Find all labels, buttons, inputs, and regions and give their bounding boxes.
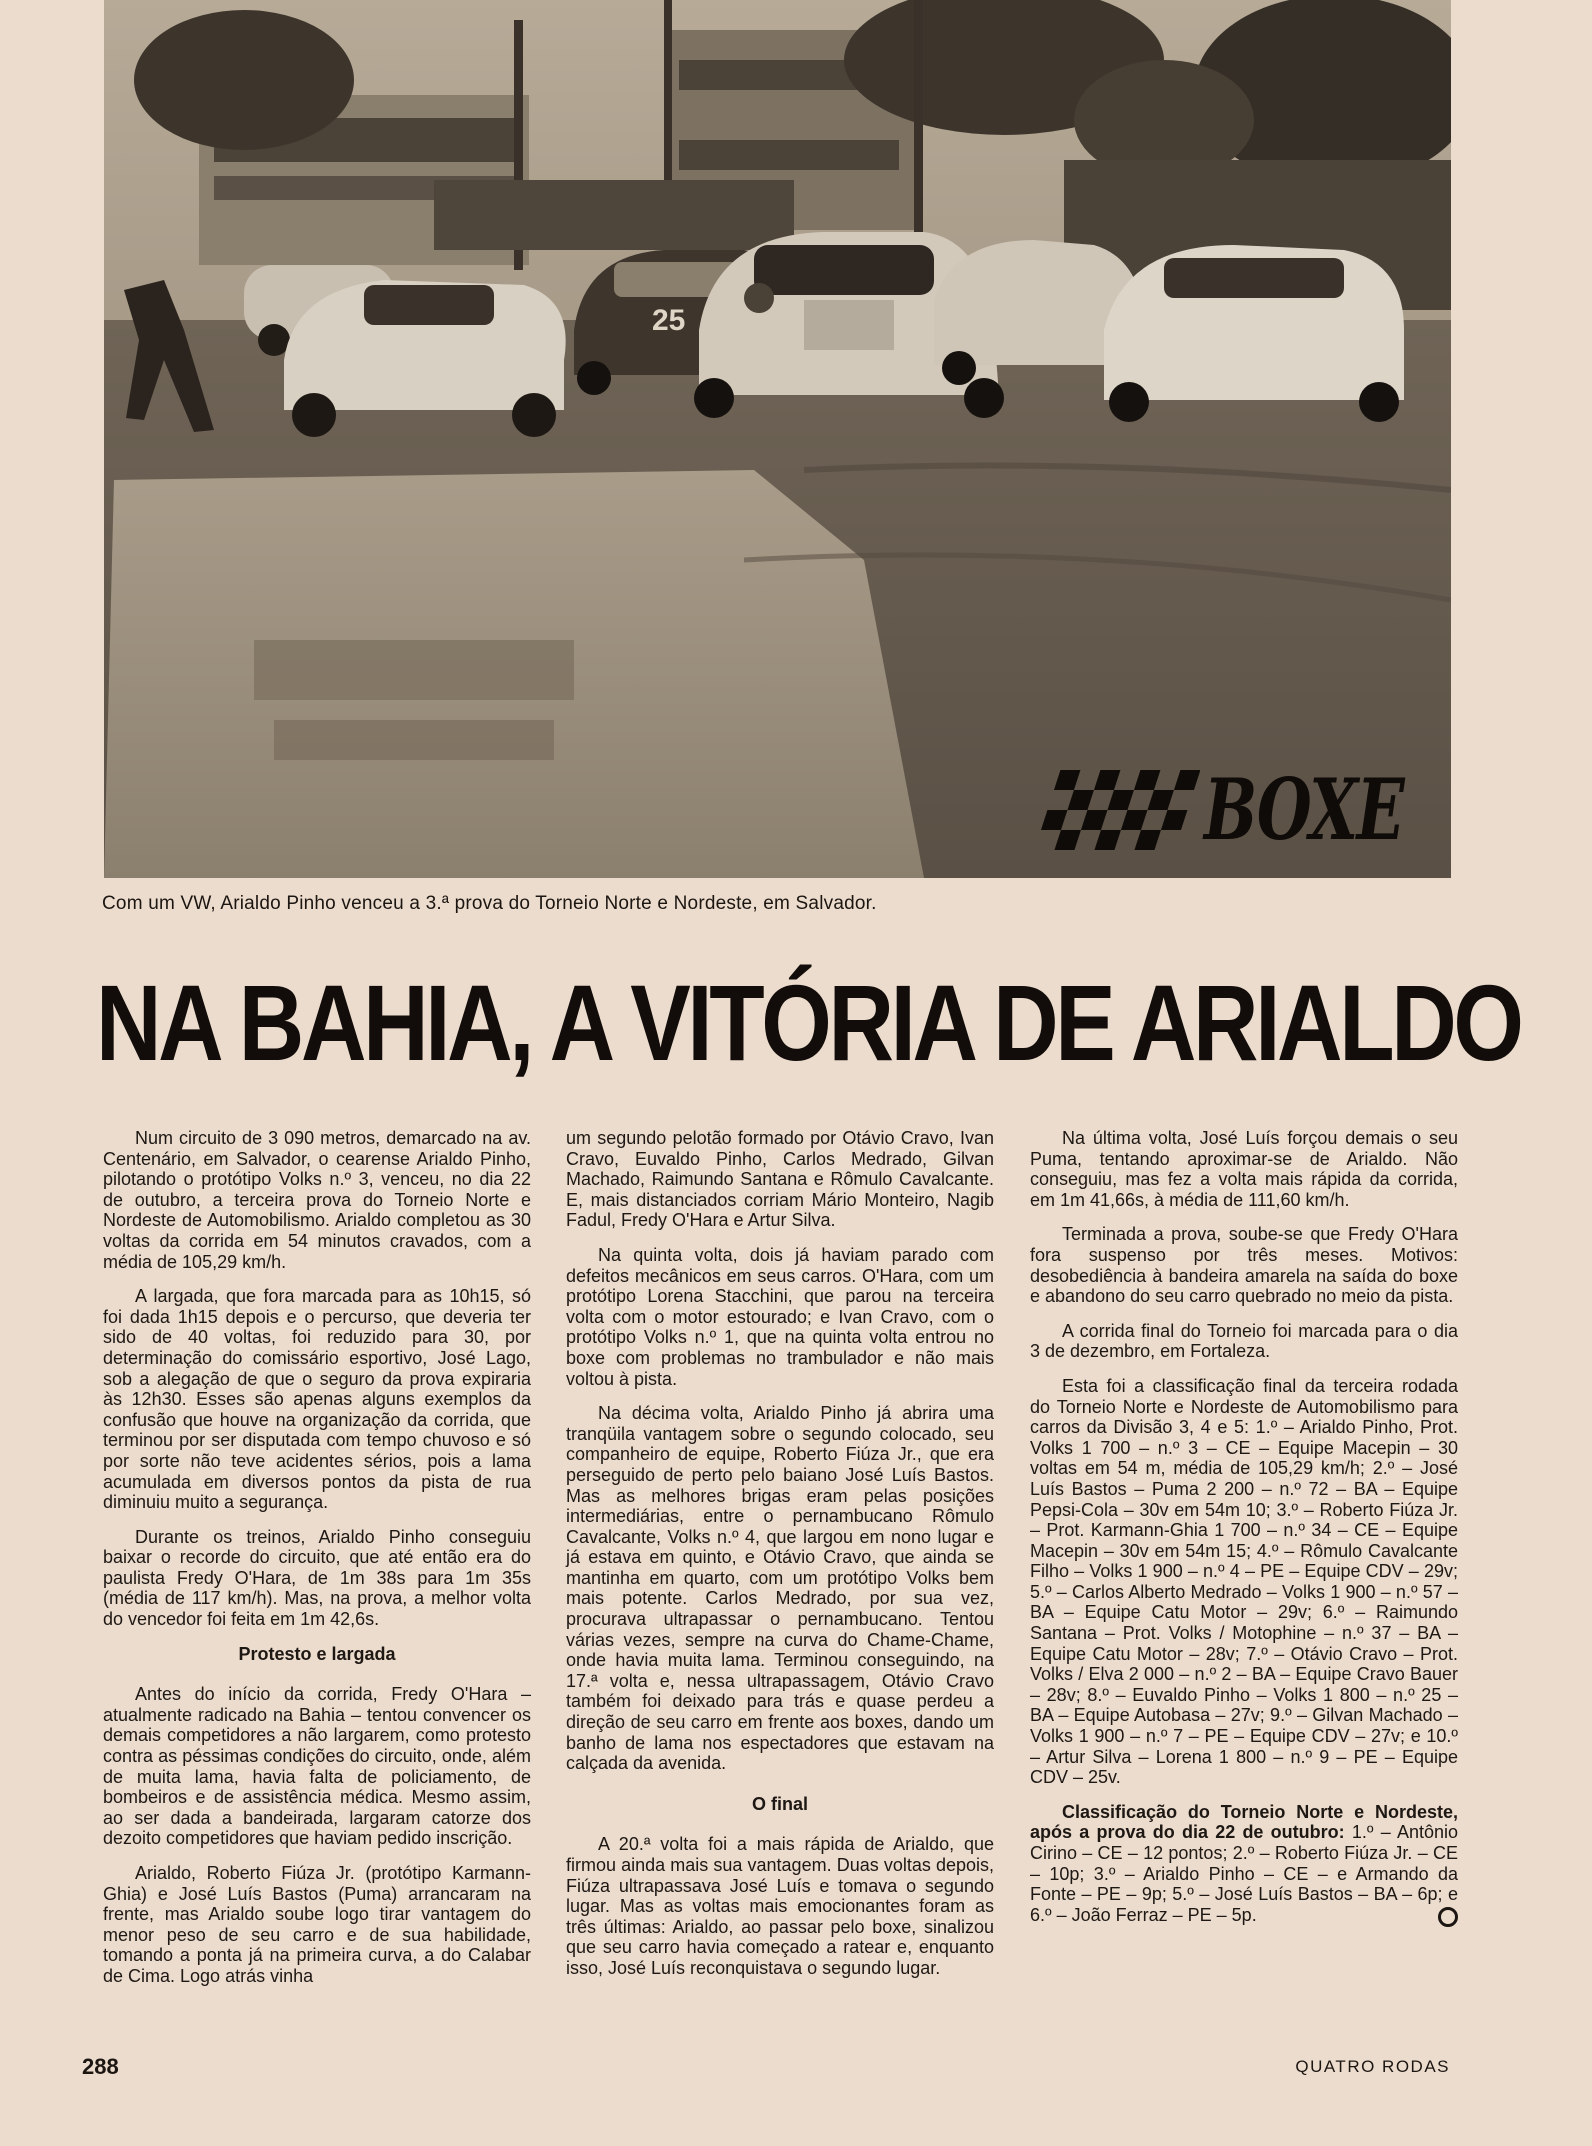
race-photo-illustration	[104, 0, 1451, 878]
paragraph: um segundo pelotão formado por Otávio Cravo, Ivan Cravo, Euvaldo Pinho, Carlos Medrado, Gilvan Machado, Raimundo Santana e Rômulo Cavalcante. E, mais distanciados corriam Mário Monteiro, Nagib Fadul, Fredy O'Hara e Artur Silva.	[566, 1128, 994, 1231]
paragraph: Esta foi a classificação final da terceira rodada do Torneio Norte e Nordeste de Automobilismo para carros da Divisão 3, 4 e 5: 1.º – Arialdo Pinho, Prot. Volks 1 700 – n.º 3 – CE – Equipe Macepin – 30 voltas em 54 m, média de 105,29 km/h; 2.º – José Luís Bastos – Puma 2 200 – n.º 72 – BA – Equipe Pepsi-Cola – 30v em 54m 10; 3.º – Roberto Fiúza Jr. – Prot. Karmann-Ghia 1 700 – n.º 34 – CE – Equipe Macepin – 30v em 54m 15; 4.º – Rômulo Cavalcante Filho – Volks 1 900 – n.º 4 – PE – Equipe CDV – 29v; 5.º – Carlos Alberto Medrado – Volks 1 900 – n.º 57 – BA – Equipe Catu Motor – 29v; 6.º – Raimundo Santana – Prot. Volks / Motophine – n.º 37 – BA – Equipe Catu Motor – 28v; 7.º – Otávio Cravo – Prot. Volks / Elva 2 000 – n.º 2 – BA – Equipe Cravo Bauer – 28v; 8.º – Euvaldo Pinho – Volks 1 800 – n.º 25 – BA – Equipe Autobasa – 27v; 9.º – Gilvan Machado – Volks 1 900 – n.º 7 – PE – Equipe CDV – 27v; e 10.º – Artur Silva – Lorena 1 800 – n.º 9 – PE – Equipe CDV – 25v.	[1030, 1375, 1458, 1788]
paragraph: Na última volta, José Luís forçou demais o seu Puma, tentando aproximar-se de Arialdo. Não conseguiu, mas fez a volta mais rápida da corrida, em 1m 41,66s, à média de 111,60 km/h.	[1030, 1128, 1458, 1210]
paragraph: Na quinta volta, dois já haviam parado com defeitos mecânicos em seus carros. O'Hara, com um protótipo Lorena Stacchini, que parou na terceira volta com o motor estourado; e Ivan Cravo, com o protótipo Volks n.º 1, que na quinta volta entrou no boxe com problemas no trambulador e não mais voltou à pista.	[566, 1244, 994, 1389]
car-number: 25	[652, 304, 686, 337]
checkered-flag-icon	[1030, 756, 1200, 864]
boxe-section-logo	[1030, 756, 1408, 864]
article-column-2	[566, 1128, 994, 1993]
race-photo	[104, 0, 1451, 878]
paragraph: Na décima volta, Arialdo Pinho já abrira uma tranqüila vantagem sobre o segundo colocado, seu companheiro de equipe, Roberto Fiúza Jr., que era perseguido de perto pelo baiano José Luís Bastos. Mas as melhores brigas eram pelas posições intermediárias, entre o pernambucano Rômulo Cavalcante, Volks n.º 4, que largou em nono lugar e já estava em quinto, e Otávio Cravo, que ainda se mantinha em quarto, com um protótipo Volks bem mais potente. Carlos Medrado, por sua vez, procurava ultrapassar o pernambucano. Tentou várias vezes, sempre na curva do Chame-Chame, onde havia muita lama. Terminou conseguindo, na 17.ª volta e, nessa ultrapassagem, Otávio Cravo também foi deixado para trás e quase perdeu a direção de seu carro em frente aos boxes, dando um banho de lama nos espectadores que estavam na calçada da avenida.	[566, 1403, 994, 1774]
paragraph: A largada, que fora marcada para as 10h15, só foi dada 1h15 depois e o percurso, que deveria ter sido de 40 voltas, foi reduzido para 30, por determinação do comissário esportivo, José Lago, sob a alegação de que o seguro da prova expiraria às 12h30. Esses são apenas alguns exemplos da confusão que houve na organização da corrida, que terminou por ser disputada com tempo chuvoso e só por sorte não teve acidentes sérios, pois a lama acumulada em diversos pontos da pista de rua diminuiu muito a segurança.	[103, 1286, 531, 1513]
magazine-name: QUATRO RODAS	[1295, 2057, 1450, 2076]
headline: NA BAHIA, A VITÓRIA DE ARIALDO	[96, 962, 1521, 1083]
article-column-1	[103, 1128, 531, 2001]
article-column-3	[1030, 1128, 1458, 1939]
boxe-logo-text: BOXE	[1204, 760, 1404, 859]
standings-paragraph	[1030, 1802, 1458, 1926]
paragraph: A corrida final do Torneio foi marcada para o dia 3 de dezembro, em Fortaleza.	[1030, 1320, 1458, 1362]
page-number: 288	[82, 2054, 119, 2079]
subheading: O final	[751, 1793, 808, 1814]
paragraph: Antes do início da corrida, Fredy O'Hara – atualmente radicado na Bahia – tentou convencer os demais competidores a não largarem, como protesto contra as péssimas condições do circuito, onde, além de muita lama, havia falta de policiamento, de bombeiros e de assistência médica. Mesmo assim, ao ser dada a bandeirada, largaram catorze dos dezoito competidores que haviam pedido inscrição.	[103, 1684, 531, 1849]
end-of-article-icon	[1438, 1907, 1458, 1927]
paragraph: Num circuito de 3 090 metros, demarcado na av. Centenário, em Salvador, o cearense Arialdo Pinho, pilotando o protótipo Volks n.º 3, venceu, no dia 22 de outubro, a terceira prova do Torneio Norte e Nordeste de Automobilismo. Arialdo completou as 30 voltas da corrida em 54 minutos cravados, com a média de 105,29 km/h.	[103, 1128, 531, 1272]
paragraph: Arialdo, Roberto Fiúza Jr. (protótipo Karmann-Ghia) e José Luís Bastos (Puma) arrancaram na frente, mas Arialdo soube logo tirar vantagem do menor peso de seu carro e de sua habilidade, tomando a ponta já na primeira curva, a do Calabar de Cima. Logo atrás vinha	[103, 1863, 531, 1986]
paragraph: Durante os treinos, Arialdo Pinho conseguiu baixar o recorde do circuito, que até então era do paulista Fredy O'Hara, de 1m 38s para 1m 35s (média de 117 km/h). Mas, na prova, a melhor volta do vencedor foi feita em 1m 42,6s.	[103, 1526, 531, 1630]
photo-caption: Com um VW, Arialdo Pinho venceu a 3.ª prova do Torneio Norte e Nordeste, em Salvador.	[102, 893, 877, 914]
standings-text: 1.º – Antônio Cirino – CE – 12 pontos; 2.º – Roberto Fiúza Jr. – CE – 10p; 3.º – Arialdo Pinho – CE – e Armando da Fonte – PE – 9p; 5.º – José Luís Bastos – BA – 6p; e 6.º – João Ferraz – PE – 5p.	[1030, 1822, 1459, 1925]
subheading: Protesto e largada	[238, 1643, 396, 1664]
race-car	[1104, 245, 1404, 422]
standings-heading: Classificação do Torneio Norte e Nordeste, após a prova do dia 22 de outubro:	[1030, 1801, 1458, 1843]
paragraph: Terminada a prova, soube-se que Fredy O'Hara fora suspenso por três meses. Motivos: desobediência à bandeira amarela na saída do boxe e abandono do seu carro quebrado no meio da pista.	[1030, 1224, 1458, 1307]
paragraph: A 20.ª volta foi a mais rápida de Arialdo, que firmou ainda mais sua vantagem. Duas voltas depois, Fiúza ultrapassava José Luís e tomava o segundo lugar. Mas as voltas mais emocionantes foram as três últimas: Arialdo, ao passar pelo boxe, sinalizou que seu carro havia começado a ratear e, enquanto isso, José Luís reconquistava o segundo lugar.	[566, 1834, 994, 1978]
